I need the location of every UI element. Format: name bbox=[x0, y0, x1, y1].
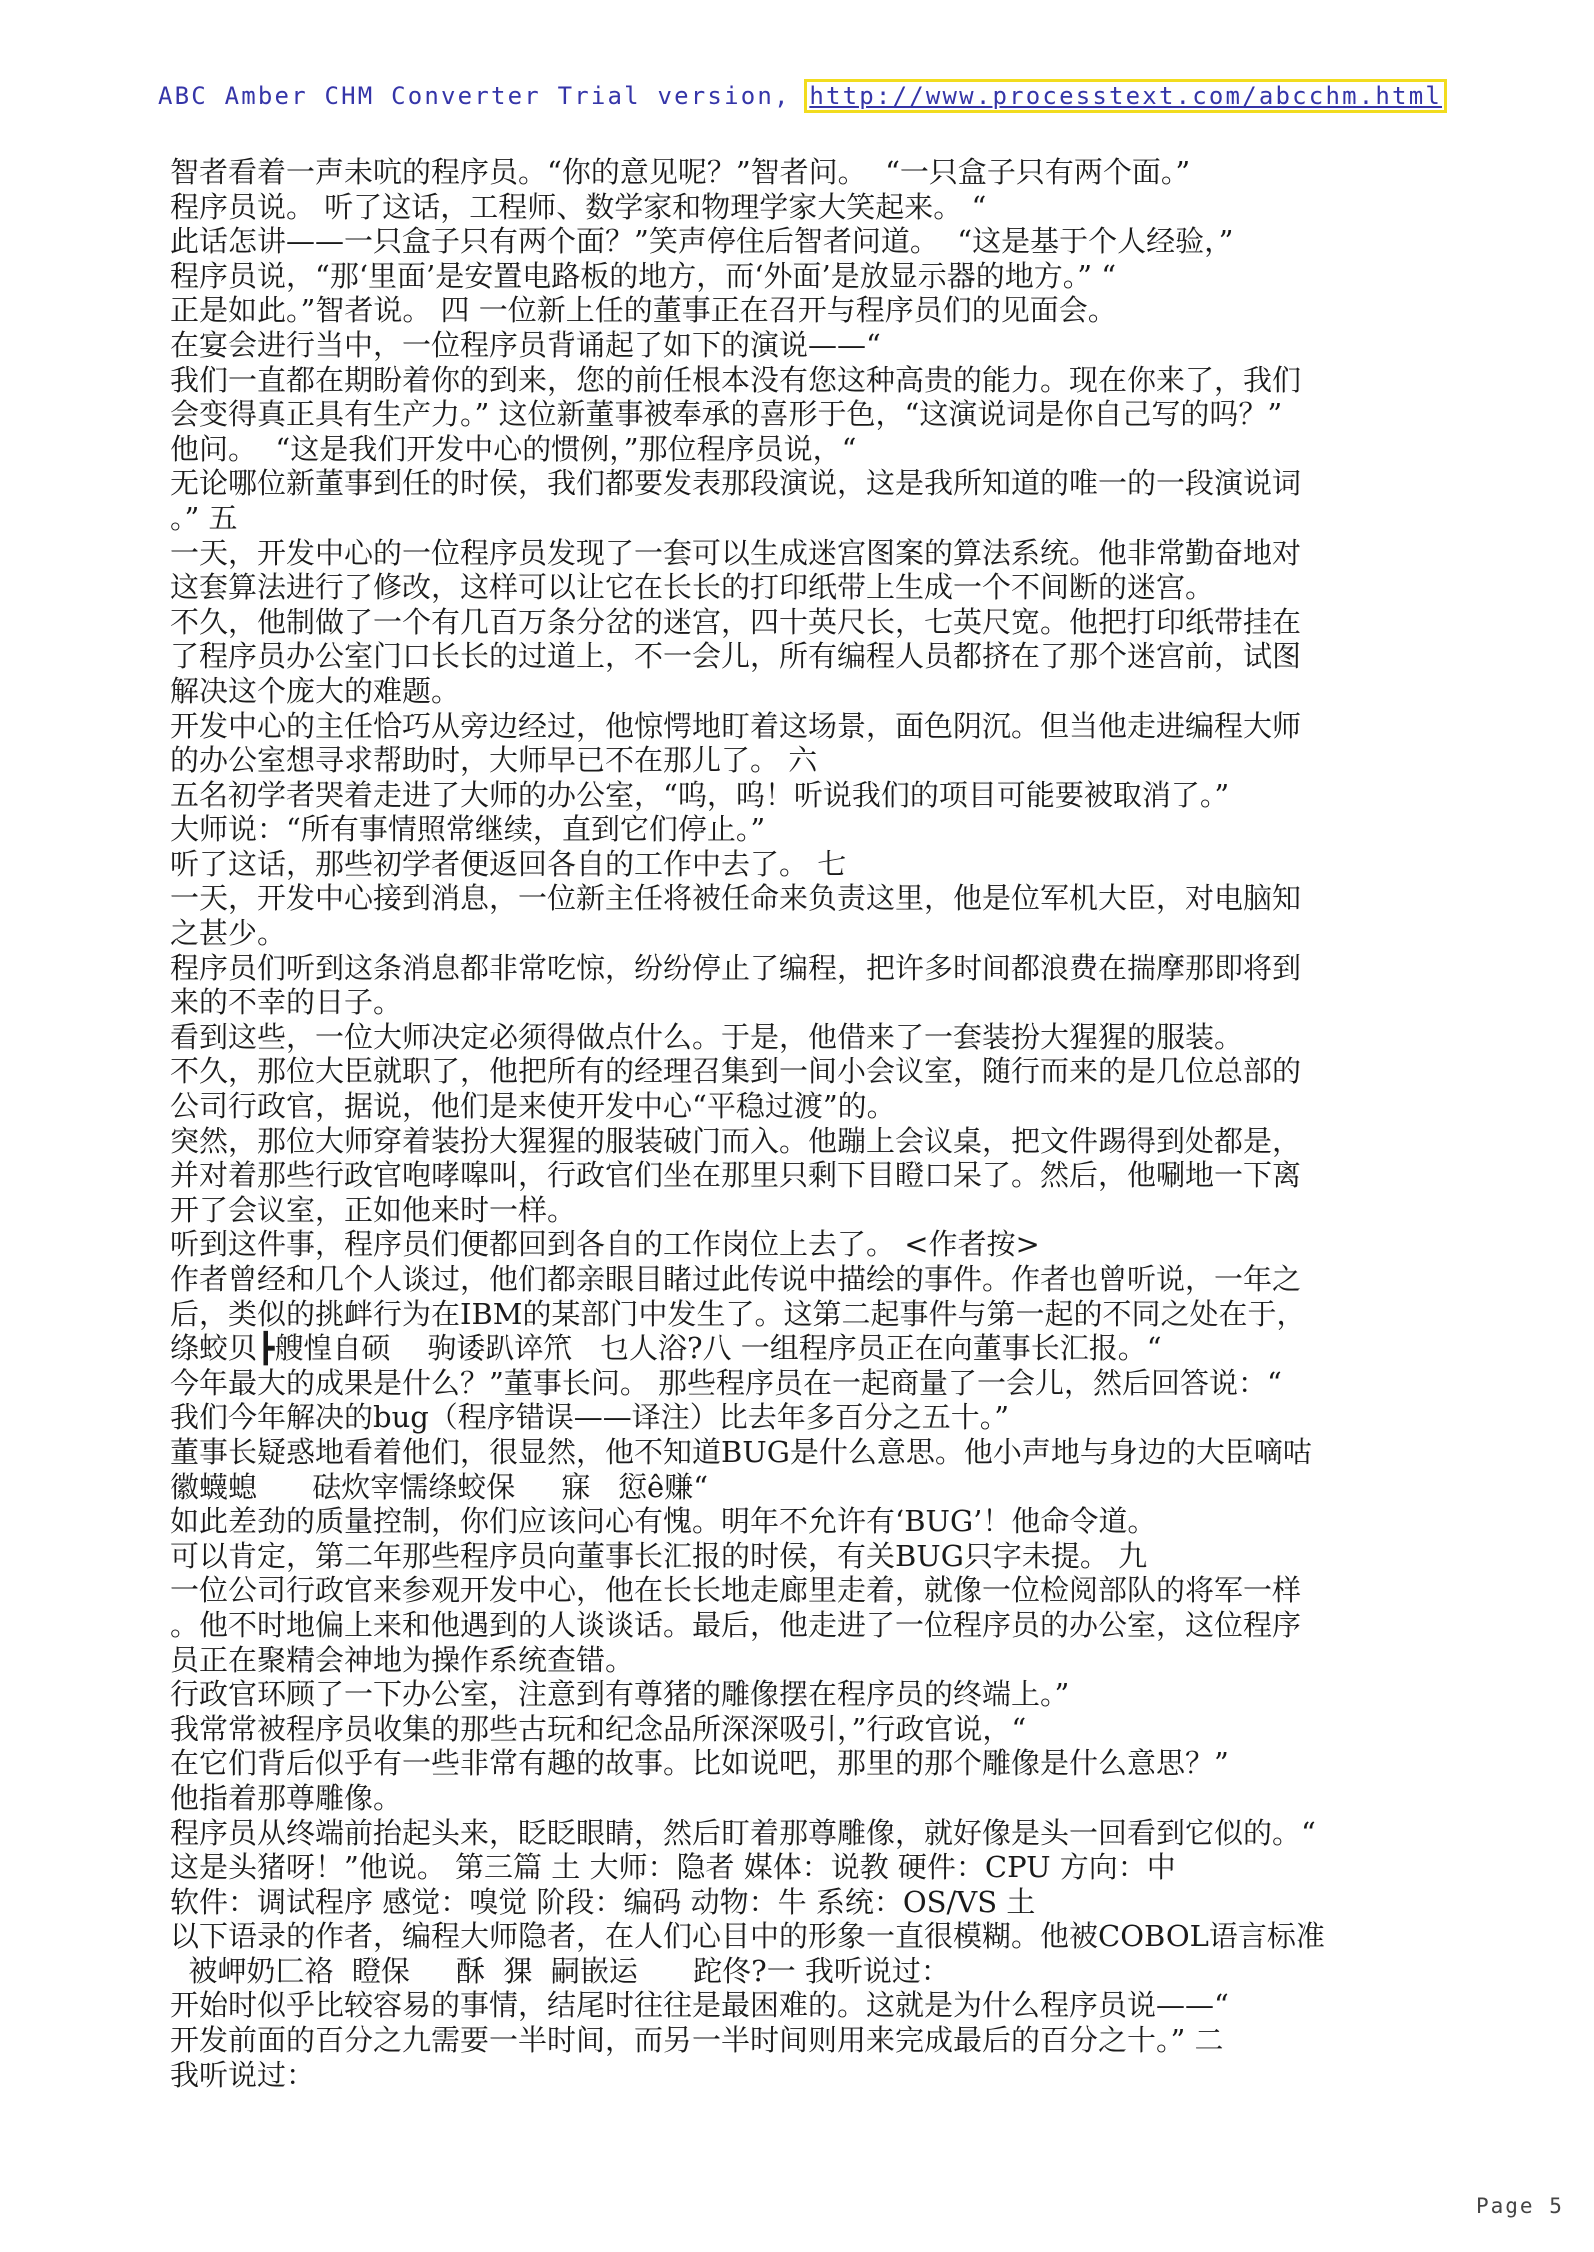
page-number: Page 5 bbox=[1476, 2194, 1564, 2218]
text-line: 我们一直都在期盼着你的到来，您的前任根本没有您这种高贵的能力。现在你来了，我们 bbox=[170, 362, 1302, 397]
text-line: 作者曾经和几个人谈过，他们都亲眼目睹过此传说中描绘的事件。作者也曾听说，一年之 bbox=[170, 1262, 1302, 1296]
text-line: 这套算法进行了修改，这样可以让它在长长的打印纸带上生成一个不间断的迷宫。 bbox=[170, 570, 1215, 605]
text-line: 董事长疑惑地看着他们，很显然，他不知道BUG是什么意思。他小声地与身边的大臣嘀咕 bbox=[170, 1434, 1312, 1469]
text-line: 之甚少。 bbox=[170, 916, 287, 951]
text-line: 正是如此。”智者说。 四 一位新上任的董事正在召开与程序员们的见面会。 bbox=[170, 293, 1117, 328]
text-line: 来的不幸的日子。 bbox=[170, 985, 403, 1020]
text-line: 他指着那尊雕像。 bbox=[170, 1780, 403, 1815]
text-line: 程序员从终端前抬起头来，眨眨眼睛，然后盯着那尊雕像，就好像是头一回看到它似的。“ bbox=[170, 1815, 1316, 1850]
trial-banner-link[interactable]: http://www.processtext.com/abcchm.html bbox=[809, 82, 1442, 110]
text-line: 后，类似的挑衅行为在IBM的某部门中发生了。这第二起事件与第一起的不同之处在于， bbox=[170, 1296, 1306, 1331]
text-line: 五名初学者哭着走进了大师的办公室，“呜，呜！听说我们的项目可能要被取消了。” bbox=[170, 777, 1230, 812]
text-line: 开发前面的百分之九需要一半时间，而另一半时间则用来完成最后的百分之十。” 二 bbox=[170, 2023, 1224, 2058]
text-line: 一位公司行政官来参观开发中心，他在长长地走廊里走着，就像一位检阅部队的将军一样 bbox=[170, 1573, 1302, 1608]
text-line: 不久，他制做了一个有几百万条分岔的迷宫，四十英尺长，七英尺宽。他把打印纸带挂在 bbox=[170, 604, 1302, 639]
text-line: 程序员说。 听了这话，工程师、数学家和物理学家大笑起来。 “ bbox=[170, 189, 987, 224]
text-line: 程序员们听到这条消息都非常吃惊，纷纷停止了编程，把许多时间都浪费在揣摩那即将到 bbox=[170, 950, 1302, 985]
text-line: 一天，开发中心接到消息，一位新主任将被任命来负责这里，他是位军机大臣，对电脑知 bbox=[170, 881, 1302, 916]
text-line: 可以肯定，第二年那些程序员向董事长汇报的时侯，有关BUG只字未提。 九 bbox=[170, 1538, 1148, 1573]
text-line: 公司行政官，据说，他们是来使开发中心“平稳过渡”的。 bbox=[170, 1089, 896, 1124]
trial-banner bbox=[158, 76, 1444, 116]
text-line: 并对着那些行政官咆哮嗥叫，行政官们坐在那里只剩下目瞪口呆了。然后，他唰地一下离 bbox=[170, 1158, 1302, 1193]
text-line: 我常常被程序员收集的那些古玩和纪念品所深深吸引，”行政官说，“ bbox=[170, 1711, 1027, 1746]
text-line: 听了这话，那些初学者便返回各自的工作中去了。 七 bbox=[170, 846, 847, 881]
text-line: 我听说过： bbox=[170, 2057, 316, 2092]
text-line: 行政官环顾了一下办公室，注意到有尊猪的雕像摆在程序员的终端上。” bbox=[170, 1677, 1070, 1712]
text-line: 解决这个庞大的难题。 bbox=[170, 673, 461, 708]
text-line: 软件：调试程序 感觉：嗅觉 阶段：编码 动物：牛 系统：OS/VS 土 bbox=[170, 1884, 1036, 1919]
text-line: 今年最大的成果是什么？”董事长问。 那些程序员在一起商量了一会儿，然后回答说：“ bbox=[170, 1365, 1282, 1400]
text-line: 徽蠛螅 砝炊宰懦绦蛟保 寐 愆ê赚“ bbox=[170, 1469, 709, 1504]
text-line: 在宴会进行当中，一位程序员背诵起了如下的演说——“ bbox=[170, 327, 881, 362]
text-line: 他问。 “这是我们开发中心的惯例，”那位程序员说，“ bbox=[170, 431, 857, 466]
text-line: 不久，那位大臣就职了，他把所有的经理召集到一间小会议室，随行而来的是几位总部的 bbox=[170, 1054, 1302, 1089]
text-line: 听到这件事，程序员们便都回到各自的工作岗位上去了。 <作者按> bbox=[170, 1227, 1040, 1262]
body-text bbox=[170, 155, 1448, 2092]
text-line: 一天，开发中心的一位程序员发现了一套可以生成迷宫图案的算法系统。他非常勤奋地对 bbox=[170, 535, 1302, 570]
text-line: 这是头猪呀！”他说。 第三篇 土 大师：隐者 媒体：说教 硬件：CPU 方向：中 bbox=[170, 1850, 1176, 1885]
text-line: 了程序员办公室门口长长的过道上，不一会儿，所有编程人员都挤在了那个迷宫前，试图 bbox=[170, 639, 1302, 674]
text-line: 我们今年解决的bug（程序错误——译注）比去年多百分之五十。” bbox=[170, 1400, 1010, 1435]
text-line: 无论哪位新董事到任的时侯，我们都要发表那段演说，这是我所知道的唯一的一段演说词 bbox=[170, 466, 1302, 501]
text-line: 开了会议室，正如他来时一样。 bbox=[170, 1192, 577, 1227]
text-line: 开发中心的主任恰巧从旁边经过，他惊愕地盯着这场景，面色阴沉。但当他走进编程大师 bbox=[170, 708, 1302, 743]
text-line: 会变得真正具有生产力。” 这位新董事被奉承的喜形于色，“这演说词是你自己写的吗？” bbox=[170, 397, 1283, 432]
text-line: 。他不时地偏上来和他遇到的人谈谈话。最后，他走进了一位程序员的办公室，这位程序 bbox=[170, 1607, 1302, 1642]
text-line: 此话怎讲——一只盒子只有两个面？”笑声停住后智者问道。 “这是基于个人经验，” bbox=[170, 224, 1234, 259]
text-line: 。” 五 bbox=[170, 500, 238, 535]
text-line: 的办公室想寻求帮助时，大师早已不在那儿了。 六 bbox=[170, 743, 818, 778]
text-line: 智者看着一声未吭的程序员。“你的意见呢？”智者问。 “一只盒子只有两个面。” bbox=[170, 155, 1191, 189]
text-line: 如此差劲的质量控制，你们应该问心有愧。明年不允许有‘BUG’！他命令道。 bbox=[170, 1504, 1157, 1539]
text-line: 在它们背后似乎有一些非常有趣的故事。比如说吧，那里的那个雕像是什么意思？” bbox=[170, 1746, 1229, 1781]
text-line: 开始时似乎比较容易的事情，结尾时往往是最困难的。这就是为什么程序员说——“ bbox=[170, 1988, 1229, 2023]
text-line: 员正在聚精会神地为操作系统查错。 bbox=[170, 1642, 635, 1677]
text-line: 绦蛟贝┣艘惶自硕 驹诿趴谇笊 乜人浴?八 一组程序员正在向董事长汇报。“ bbox=[170, 1331, 1162, 1366]
text-line: 看到这些，一位大师决定必须得做点什么。于是，他借来了一套装扮大猩猩的服装。 bbox=[170, 1019, 1244, 1054]
text-line: 程序员说，“那‘里面’是安置电路板的地方，而‘外面’是放显示器的地方。” “ bbox=[170, 258, 1117, 293]
text-line: 以下语录的作者，编程大师隐者，在人们心目中的形象一直很模糊。他被COBOL语言标准 bbox=[170, 1919, 1325, 1954]
text-line: 大师说：“所有事情照常继续，直到它们停止。” bbox=[170, 812, 766, 847]
text-line: 被岬奶匚袼 瞪保 酥 猓 嗣嵌运 跎佟?一 我听说过： bbox=[170, 1953, 950, 1988]
text-line: 突然，那位大师穿着装扮大猩猩的服装破门而入。他蹦上会议桌，把文件踢得到处都是， bbox=[170, 1123, 1302, 1158]
trial-banner-text: ABC Amber CHM Converter Trial version, bbox=[158, 82, 791, 110]
